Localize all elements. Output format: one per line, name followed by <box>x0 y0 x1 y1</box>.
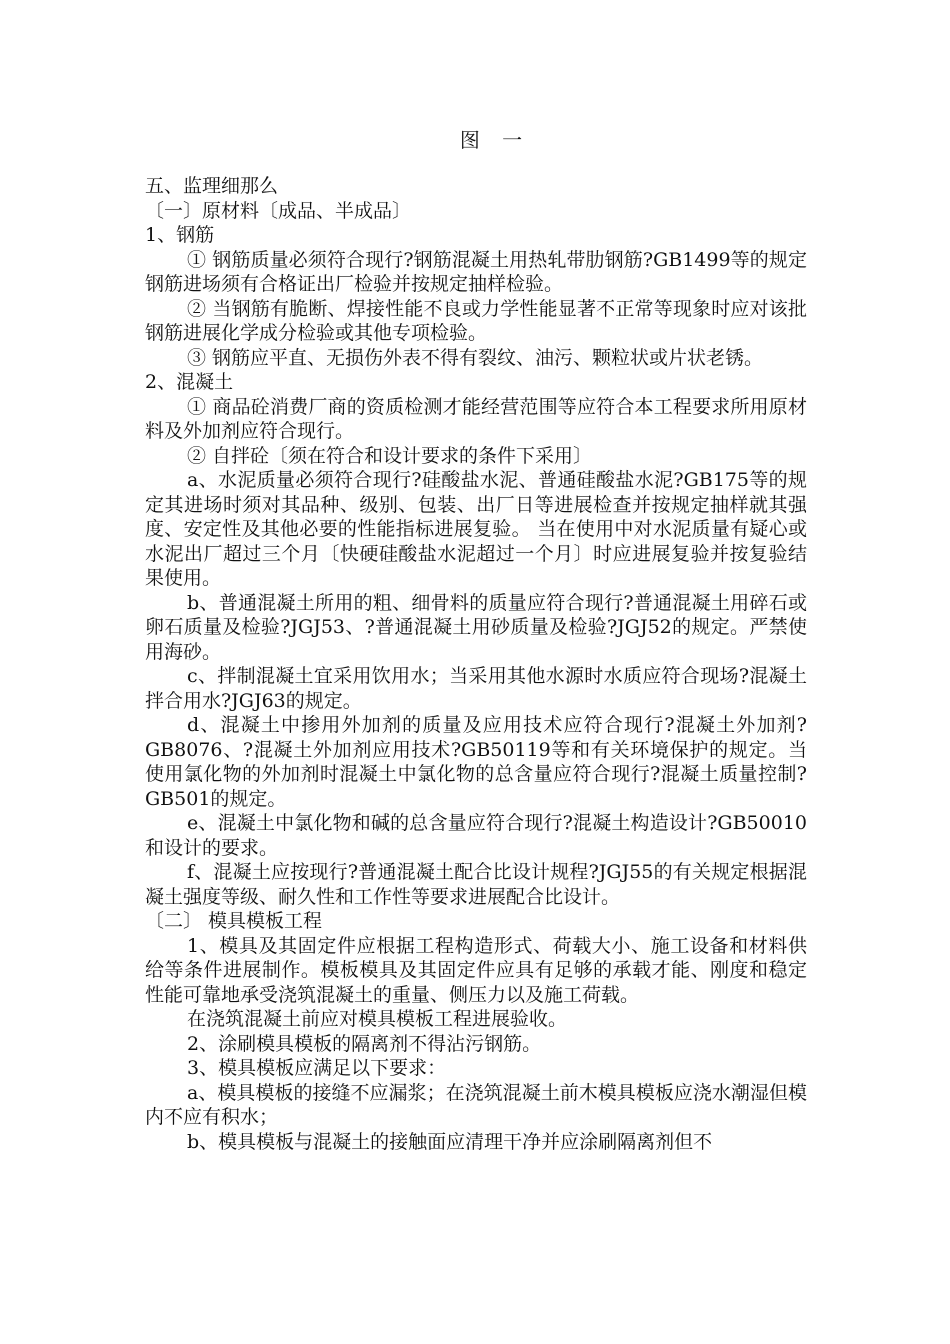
paragraph: 3、模具模板应满足以下要求： <box>187 1057 447 1079</box>
paragraph: ③ 钢筋应平直、无损伤外表不得有裂纹、油污、颗粒状或片状老锈。 <box>187 346 764 369</box>
paragraph: 五、监理细那么 <box>145 175 279 197</box>
paragraph: 〔一〕原材料〔成品、半成品〕 <box>145 199 412 222</box>
paragraph: ① 钢筋质量必须符合现行?钢筋混凝土用热轧带肋钢筋?GB1499等的规定钢筋进场须有合格证出厂检验并按规定抽样检验。 <box>145 248 807 295</box>
paragraph: a、模具模板的接缝不应漏浆；在浇筑混凝土前木模具模板应浇水潮湿但模内不应有积水； <box>145 1081 807 1128</box>
paragraph: e、混凝土中氯化物和碱的总含量应符合现行?混凝土构造设计?GB50010和设计的要求。 <box>145 812 807 859</box>
paragraph: 〔二〕 模具模板工程 <box>145 910 323 932</box>
document-body <box>145 174 807 1154</box>
paragraph: 2、涂刷模具模板的隔离剂不得沾污钢筋。 <box>187 1032 542 1055</box>
paragraph: 1、模具及其固定件应根据工程构造形式、荷载大小、施工设备和材料供给等条件进展制作。模板模具及其固定件应具有足够的承载才能、刚度和稳定性能可靠地承受浇筑混凝土的重量、侧压力以及施工荷载。 <box>145 934 807 1006</box>
paragraph: 2、混凝土 <box>145 371 234 393</box>
paragraph: a、水泥质量必须符合现行?硅酸盐水泥、普通硅酸盐水泥?GB175等的规定其进场时须对其品种、级别、包装、出厂日等进展检查并按规定抽样就其强度、安定性及其他必要的性能指标进展复验。 当在使用中对水泥质量有疑心或水泥出厂超过三个月〔快硬硅酸盐水泥超过一个月〕时应进展复验并按复验结果使用。 <box>145 469 807 589</box>
paragraph: 在浇筑混凝土前应对模具模板工程进展验收。 <box>187 1008 568 1030</box>
paragraph: b、模具模板与混凝土的接触面应清理干净并应涂刷隔离剂但不 <box>187 1130 713 1153</box>
paragraph: d、混凝土中掺用外加剂的质量及应用技术应符合现行?混凝土外加剂?GB8076、?混凝土外加剂应用技术?GB50119等和有关环境保护的规定。当使用氯化物的外加剂时混凝土中氯化物的总含量应符合现行?混凝土质量控制?GB501的规定。 <box>145 714 807 810</box>
paragraph: b、普通混凝土所用的粗、细骨料的质量应符合现行?普通混凝土用碎石或卵石质量及检验?JGJ53、?普通混凝土用砂质量及检验?JGJ52的规定。严禁使用海砂。 <box>145 591 807 663</box>
paragraph: f、混凝土应按现行?普通混凝土配合比设计规程?JGJ55的有关规定根据混凝土强度等级、耐久性和工作性等要求进展配合比设计。 <box>145 861 807 908</box>
paragraph: c、拌制混凝土宜采用饮用水；当采用其他水源时水质应符合现场?混凝土拌合用水?JGJ63的规定。 <box>145 665 807 712</box>
paragraph: ① 商品砼消费厂商的资质检测才能经营范围等应符合本工程要求所用原材料及外加剂应符合现行。 <box>145 395 807 442</box>
paragraph: ② 自拌砼〔须在符合和设计要求的条件下采用〕 <box>187 444 593 467</box>
paragraph: ② 当钢筋有脆断、焊接性能不良或力学性能显著不正常等现象时应对该批钢筋进展化学成分检验或其他专项检验。 <box>145 297 807 344</box>
paragraph: 1、钢筋 <box>145 224 215 246</box>
figure-caption: 图 一 <box>459 128 531 152</box>
